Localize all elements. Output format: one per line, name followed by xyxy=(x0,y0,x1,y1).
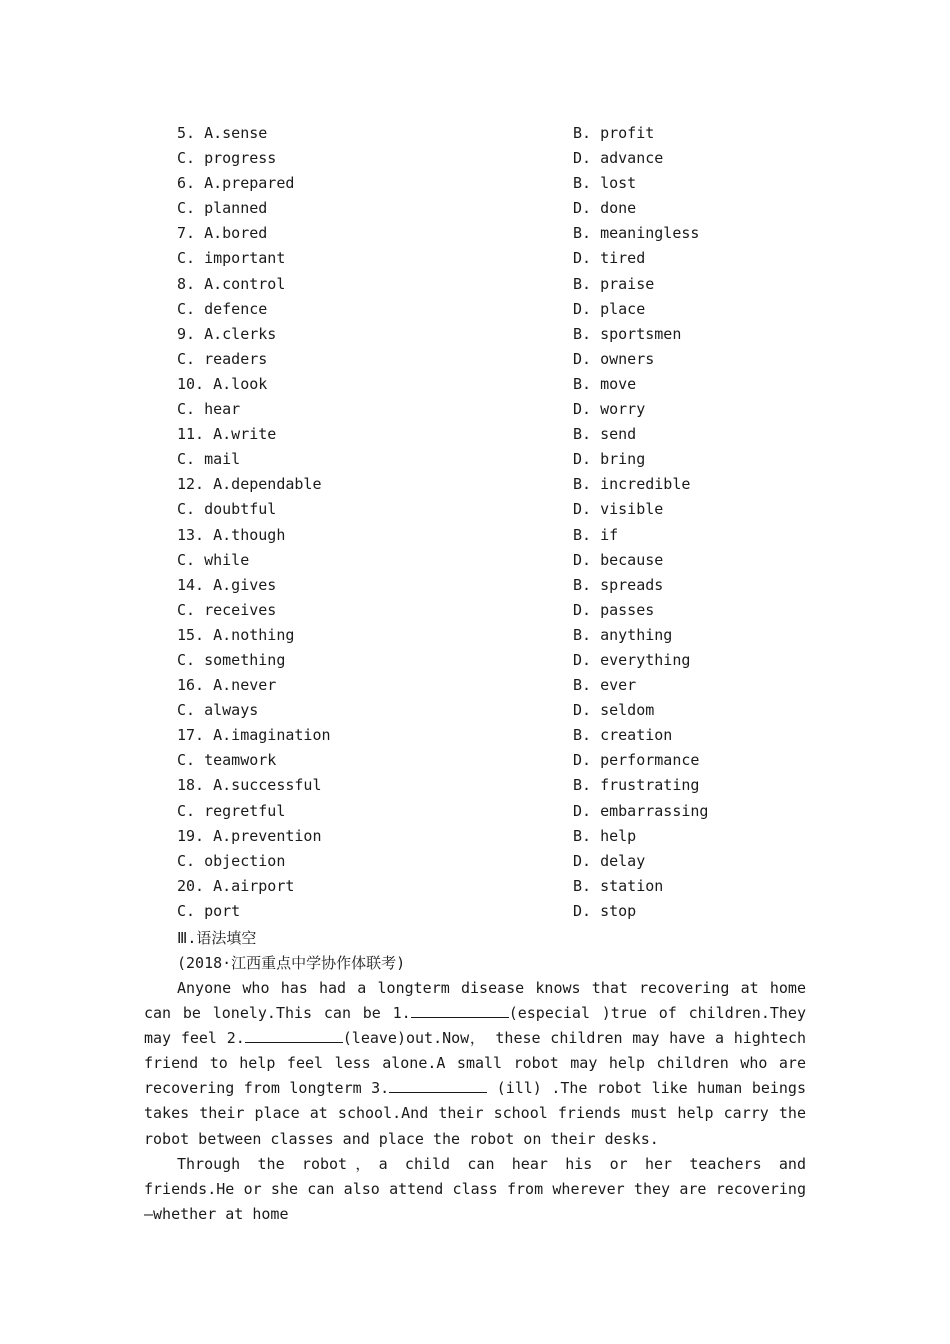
option-left: 6. A.prepared xyxy=(177,174,295,193)
option-left: 10. A.look xyxy=(177,374,268,393)
option-row xyxy=(177,372,777,397)
option-right: D. visible xyxy=(573,500,664,519)
option-row xyxy=(177,523,777,548)
option-left: C. progress xyxy=(177,149,277,168)
answer-blank[interactable] xyxy=(411,1002,509,1018)
option-row xyxy=(177,171,777,196)
option-right: B. frustrating xyxy=(573,776,700,795)
option-left: 7. A.bored xyxy=(177,224,268,243)
option-left: C. readers xyxy=(177,349,268,368)
option-right: B. send xyxy=(573,425,637,444)
option-row xyxy=(177,673,777,698)
option-left: 14. A.gives xyxy=(177,575,277,594)
option-right: D. stop xyxy=(573,901,637,920)
option-left: C. while xyxy=(177,550,250,569)
answer-options xyxy=(177,121,777,924)
option-left: 13. A.though xyxy=(177,525,286,544)
option-right: B. help xyxy=(573,826,637,845)
option-right: D. advance xyxy=(573,149,664,168)
option-row xyxy=(177,598,777,623)
option-row xyxy=(177,723,777,748)
option-row xyxy=(177,146,777,171)
option-left: C. always xyxy=(177,701,259,720)
option-left: C. receives xyxy=(177,600,277,619)
option-right: B. station xyxy=(573,876,664,895)
option-row xyxy=(177,874,777,899)
option-row xyxy=(177,698,777,723)
option-left: 16. A.never xyxy=(177,676,277,695)
option-left: 15. A.nothing xyxy=(177,625,295,644)
option-right: B. lost xyxy=(573,174,637,193)
option-row xyxy=(177,196,777,221)
option-left: C. important xyxy=(177,249,286,268)
answer-blank[interactable] xyxy=(245,1027,343,1043)
option-right: B. ever xyxy=(573,676,637,695)
passage-text: (leave)out.Now， these children may have a hightech friend to help feel less alone.A small robot may help children who are recovering from longterm 3. xyxy=(144,1029,807,1098)
option-right: B. creation xyxy=(573,726,673,745)
option-row xyxy=(177,347,777,372)
passage-paragraph xyxy=(144,976,806,1152)
option-row xyxy=(177,799,777,824)
option-left: 5. A.sense xyxy=(177,124,268,142)
option-right: D. delay xyxy=(573,851,646,870)
option-left: 17. A.imagination xyxy=(177,726,331,745)
option-left: C. regretful xyxy=(177,801,286,820)
option-left: C. teamwork xyxy=(177,751,277,770)
option-right: B. profit xyxy=(573,124,655,142)
option-row xyxy=(177,272,777,297)
passage-text: (ill) .The robot like human beings takes their place at school.And their school friends must help carry the robot between classes and place the robot on their desks. xyxy=(144,1079,806,1148)
option-row xyxy=(177,748,777,773)
option-row xyxy=(177,246,777,271)
option-right: D. because xyxy=(573,550,664,569)
passage xyxy=(144,976,806,1227)
option-left: C. mail xyxy=(177,450,241,469)
option-row xyxy=(177,422,777,447)
option-right: D. tired xyxy=(573,249,646,268)
option-row xyxy=(177,824,777,849)
option-right: B. move xyxy=(573,374,637,393)
option-left: C. hear xyxy=(177,400,241,419)
option-left: C. planned xyxy=(177,199,268,218)
option-row xyxy=(177,573,777,598)
option-row xyxy=(177,397,777,422)
passage-paragraph: Through the robot，a child can hear his or her teachers and friends.He or she can also attend class from wherever they are recovering—whether at home xyxy=(144,1154,806,1223)
option-left: C. port xyxy=(177,901,241,920)
option-right: D. owners xyxy=(573,349,655,368)
option-left: 19. A.prevention xyxy=(177,826,322,845)
option-row xyxy=(177,548,777,573)
option-right: D. place xyxy=(573,299,646,318)
option-left: 8. A.control xyxy=(177,274,286,293)
option-left: 18. A.successful xyxy=(177,776,322,795)
option-row xyxy=(177,447,777,472)
option-right: D. bring xyxy=(573,450,646,469)
option-left: C. doubtful xyxy=(177,500,277,519)
option-right: D. done xyxy=(573,199,637,218)
option-right: B. incredible xyxy=(573,475,691,494)
option-left: 11. A.write xyxy=(177,425,277,444)
answer-blank[interactable] xyxy=(389,1077,487,1093)
option-right: B. praise xyxy=(573,274,655,293)
option-row xyxy=(177,899,777,924)
option-row xyxy=(177,623,777,648)
option-left: 9. A.clerks xyxy=(177,324,277,343)
option-left: C. objection xyxy=(177,851,286,870)
option-row xyxy=(177,648,777,673)
option-left: C. defence xyxy=(177,299,268,318)
option-row xyxy=(177,849,777,874)
option-row xyxy=(177,497,777,522)
option-row xyxy=(177,322,777,347)
passage-text: Anyone who has had a longterm disease knows that recovering at home can be lonely.This can be 1. xyxy=(144,979,806,1023)
option-left: 12. A.dependable xyxy=(177,475,322,494)
passage-text: (especial )true of children.They may feel 2. xyxy=(144,1004,806,1048)
option-row xyxy=(177,221,777,246)
option-right: B. anything xyxy=(573,625,673,644)
option-right: D. worry xyxy=(573,400,646,419)
option-row xyxy=(177,773,777,798)
option-right: D. passes xyxy=(573,600,655,619)
option-right: B. sportsmen xyxy=(573,324,682,343)
option-right: B. if xyxy=(573,525,619,544)
source-note: (2018·江西重点中学协作体联考) xyxy=(177,954,406,972)
option-right: B. spreads xyxy=(573,575,664,594)
option-row xyxy=(177,472,777,497)
option-row xyxy=(177,297,777,322)
option-right: B. meaningless xyxy=(573,224,700,243)
option-left: 20. A.airport xyxy=(177,876,295,895)
option-row xyxy=(177,121,777,146)
section-heading: Ⅲ.语法填空 xyxy=(177,929,257,947)
option-right: D. seldom xyxy=(573,701,655,720)
option-right: D. everything xyxy=(573,650,691,669)
option-right: D. embarrassing xyxy=(573,801,709,820)
option-right: D. performance xyxy=(573,751,700,770)
option-left: C. something xyxy=(177,650,286,669)
